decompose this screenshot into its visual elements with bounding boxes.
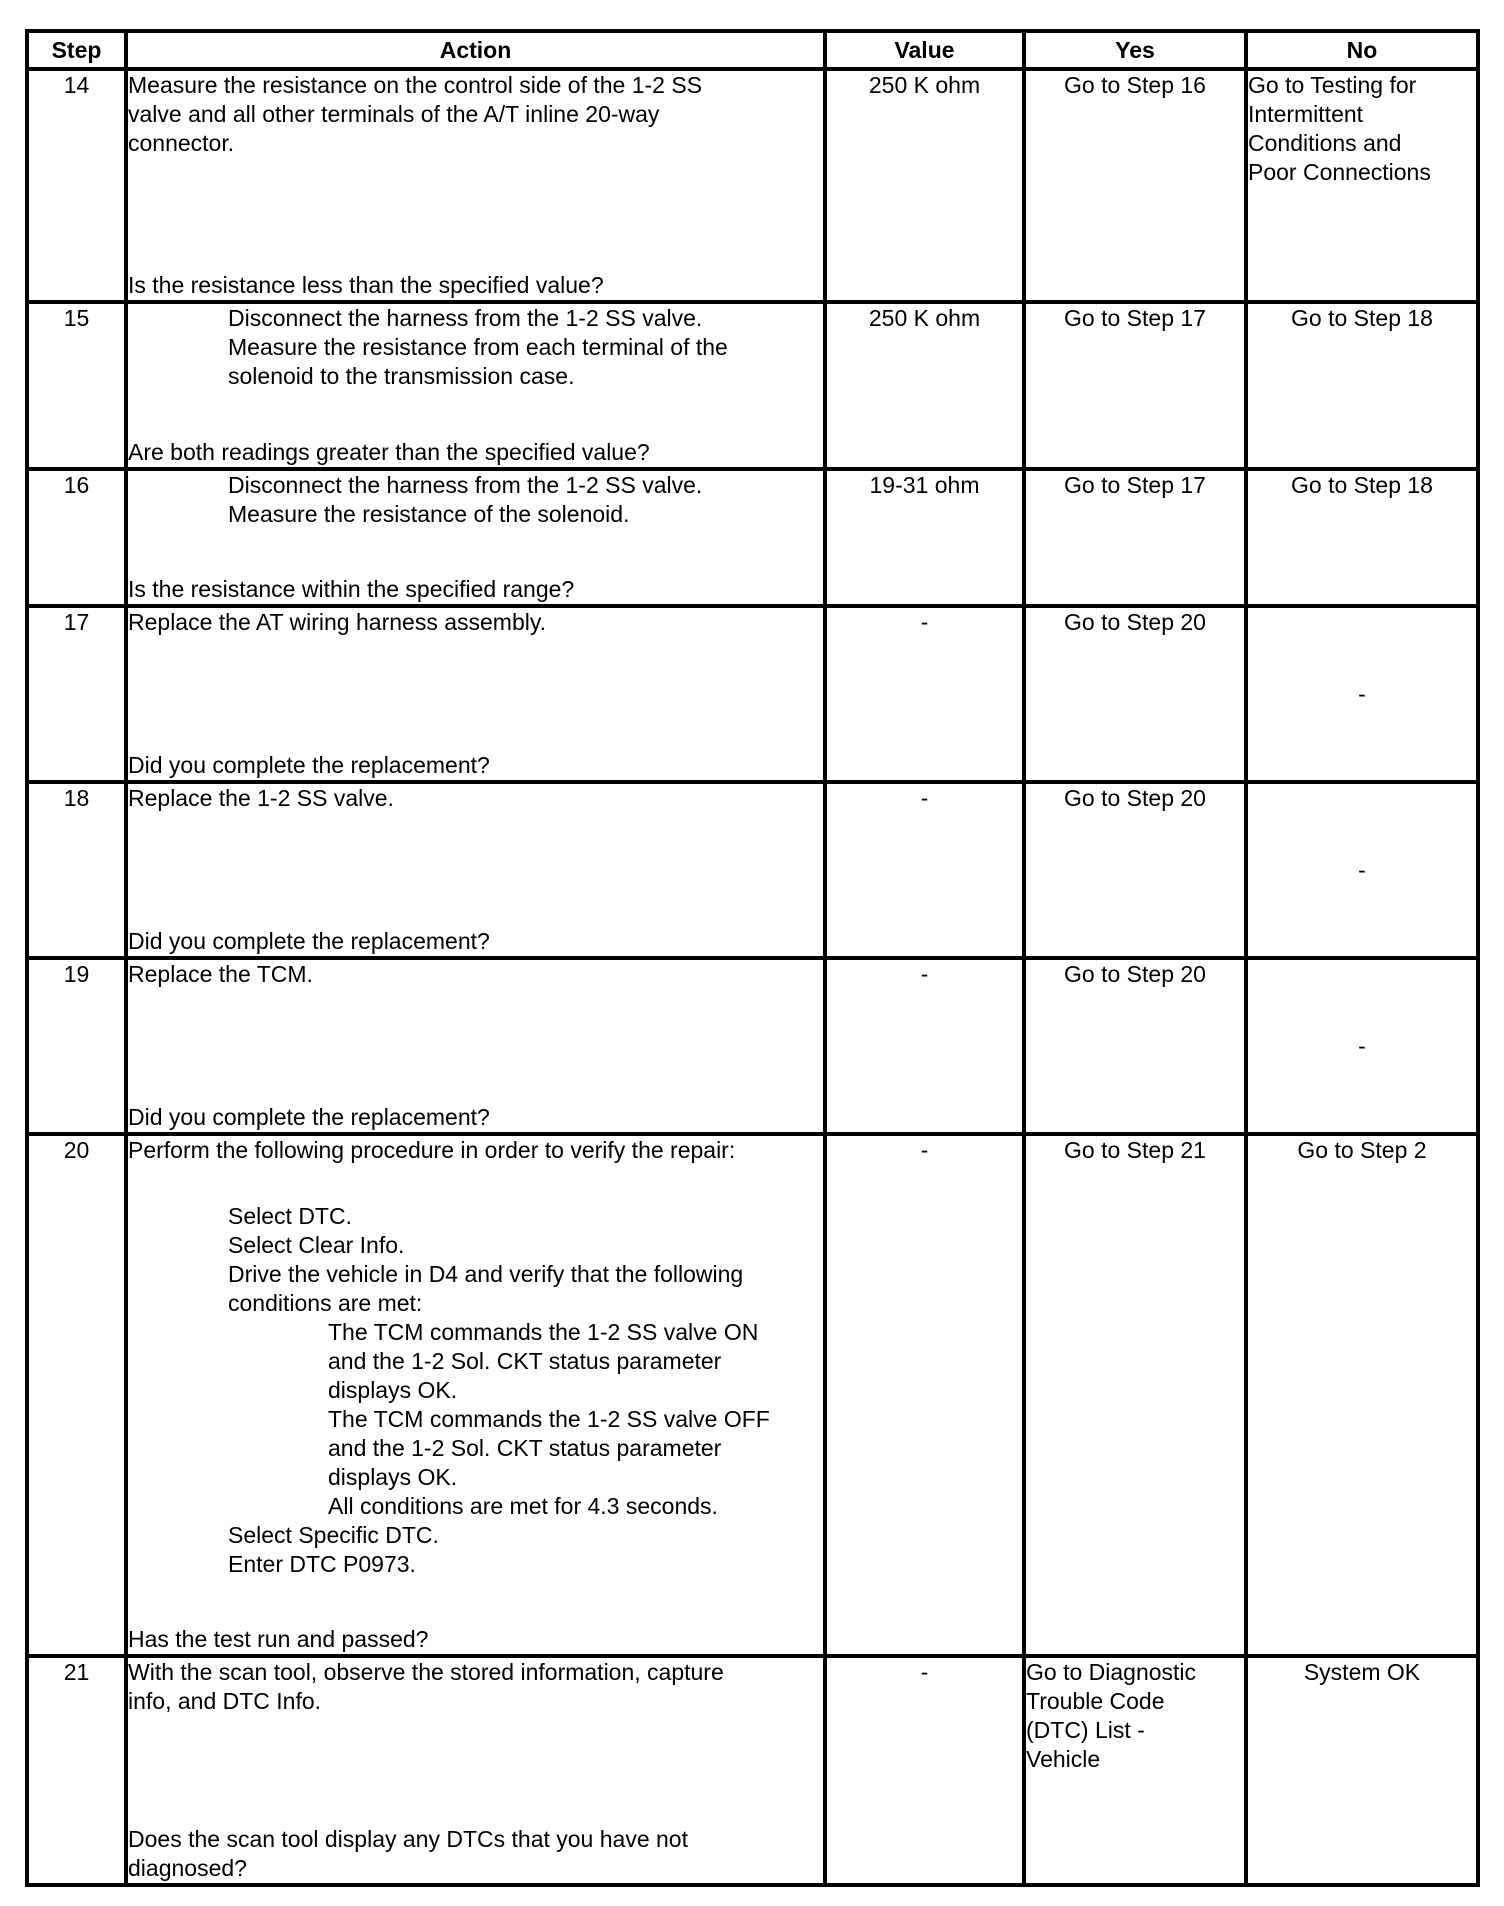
action-line: Replace the AT wiring harness assembly. <box>128 609 547 635</box>
yes-cell: Go to Step 17 <box>1024 302 1246 469</box>
procedure-step: Select DTC. <box>228 1203 352 1229</box>
step-number: 19 <box>27 958 126 1134</box>
procedure-substep: displays OK. <box>328 1464 458 1490</box>
header-step: Step <box>27 31 126 69</box>
action-line: solenoid to the transmission case. <box>228 363 575 389</box>
value-cell: - <box>825 782 1024 958</box>
procedure-step: Drive the vehicle in D4 and verify that the following <box>228 1261 744 1287</box>
diagnostic-table <box>25 29 1480 1887</box>
yes-cell <box>1024 1656 1246 1885</box>
step-number: 21 <box>27 1656 126 1885</box>
yes-line: Go to Diagnostic <box>1026 1659 1197 1685</box>
value-cell: - <box>825 606 1024 782</box>
action-question <box>128 1825 823 1883</box>
table-row <box>27 1656 1478 1885</box>
action-cell <box>126 958 825 1134</box>
no-cell: - <box>1246 782 1478 958</box>
action-cell <box>126 1656 825 1885</box>
no-line: Intermittent <box>1248 101 1364 127</box>
procedure-substep: and the 1-2 Sol. CKT status parameter <box>328 1348 722 1374</box>
no-line: Conditions and <box>1248 130 1402 156</box>
header-no: No <box>1246 31 1478 69</box>
header-yes: Yes <box>1024 31 1246 69</box>
yes-cell: Go to Step 20 <box>1024 606 1246 782</box>
yes-cell: Go to Step 16 <box>1024 69 1246 302</box>
action-cell <box>126 69 825 302</box>
step-number: 15 <box>27 302 126 469</box>
action-line: Measure the resistance of the solenoid. <box>228 501 630 527</box>
procedure-substep: The TCM commands the 1-2 SS valve OFF <box>328 1406 770 1432</box>
no-cell: Go to Step 2 <box>1246 1134 1478 1656</box>
action-line: Disconnect the harness from the 1-2 SS valve. <box>228 472 703 498</box>
table-row <box>27 69 1478 302</box>
question-line: Does the scan tool display any DTCs that you have not <box>128 1826 688 1852</box>
yes-cell: Go to Step 20 <box>1024 958 1246 1134</box>
action-line: Replace the TCM. <box>128 961 313 987</box>
table-row <box>27 469 1478 606</box>
action-line: info, and DTC Info. <box>128 1688 322 1714</box>
yes-line: (DTC) List - <box>1026 1717 1145 1743</box>
value-cell: 250 K ohm <box>825 69 1024 302</box>
action-cell <box>126 302 825 469</box>
action-question: Are both readings greater than the specified value? <box>128 439 650 465</box>
action-intro: Perform the following procedure in order to verify the repair: <box>128 1137 736 1163</box>
yes-cell: Go to Step 21 <box>1024 1134 1246 1656</box>
step-number: 17 <box>27 606 126 782</box>
value-cell: 250 K ohm <box>825 302 1024 469</box>
no-cell <box>1246 69 1478 302</box>
step-number: 14 <box>27 69 126 302</box>
table-row <box>27 302 1478 469</box>
action-line: Measure the resistance from each terminal of the <box>228 334 728 360</box>
step-number: 20 <box>27 1134 126 1656</box>
no-cell: System OK <box>1246 1656 1478 1885</box>
no-cell: - <box>1246 606 1478 782</box>
table-row <box>27 782 1478 958</box>
action-question: Has the test run and passed? <box>128 1626 429 1652</box>
value-cell: - <box>825 1134 1024 1656</box>
yes-cell: Go to Step 17 <box>1024 469 1246 606</box>
action-question: Did you complete the replacement? <box>128 1104 490 1130</box>
action-cell <box>126 782 825 958</box>
table-row <box>27 606 1478 782</box>
procedure-substep: The TCM commands the 1-2 SS valve ON <box>328 1319 759 1345</box>
header-row <box>27 31 1478 69</box>
procedure-substep: All conditions are met for 4.3 seconds. <box>328 1493 718 1519</box>
question-line: diagnosed? <box>128 1855 247 1881</box>
table-row <box>27 1134 1478 1656</box>
no-cell: Go to Step 18 <box>1246 302 1478 469</box>
action-line: Replace the 1-2 SS valve. <box>128 785 394 811</box>
procedure-substep: and the 1-2 Sol. CKT status parameter <box>328 1435 722 1461</box>
value-cell: - <box>825 1656 1024 1885</box>
value-cell: - <box>825 958 1024 1134</box>
action-line: Measure the resistance on the control side of the 1-2 SS <box>128 72 703 98</box>
action-line: valve and all other terminals of the A/T inline 20-way <box>128 101 660 127</box>
table-row <box>27 958 1478 1134</box>
action-cell <box>126 1134 825 1656</box>
value-cell: 19-31 ohm <box>825 469 1024 606</box>
action-line: With the scan tool, observe the stored information, capture <box>128 1659 724 1685</box>
procedure-step: Select Clear Info. <box>228 1232 405 1258</box>
procedure-substep: displays OK. <box>328 1377 458 1403</box>
action-cell <box>126 469 825 606</box>
step-number: 16 <box>27 469 126 606</box>
yes-cell: Go to Step 20 <box>1024 782 1246 958</box>
step-number: 18 <box>27 782 126 958</box>
action-cell <box>126 606 825 782</box>
header-action: Action <box>126 31 825 69</box>
no-cell: - <box>1246 958 1478 1134</box>
action-question: Did you complete the replacement? <box>128 752 490 778</box>
action-question: Is the resistance less than the specified value? <box>128 272 604 298</box>
action-line: connector. <box>128 130 235 156</box>
header-value: Value <box>825 31 1024 69</box>
procedure-step: conditions are met: <box>228 1290 423 1316</box>
procedure-step: Select Specific DTC. <box>228 1522 439 1548</box>
yes-line: Trouble Code <box>1026 1688 1165 1714</box>
no-line: Go to Testing for <box>1248 72 1417 98</box>
action-question: Is the resistance within the specified range? <box>128 576 575 602</box>
action-line: Disconnect the harness from the 1-2 SS valve. <box>228 305 703 331</box>
no-cell: Go to Step 18 <box>1246 469 1478 606</box>
procedure-step: Enter DTC P0973. <box>228 1551 416 1577</box>
action-question: Did you complete the replacement? <box>128 928 490 954</box>
yes-line: Vehicle <box>1026 1746 1101 1772</box>
no-line: Poor Connections <box>1248 159 1431 185</box>
